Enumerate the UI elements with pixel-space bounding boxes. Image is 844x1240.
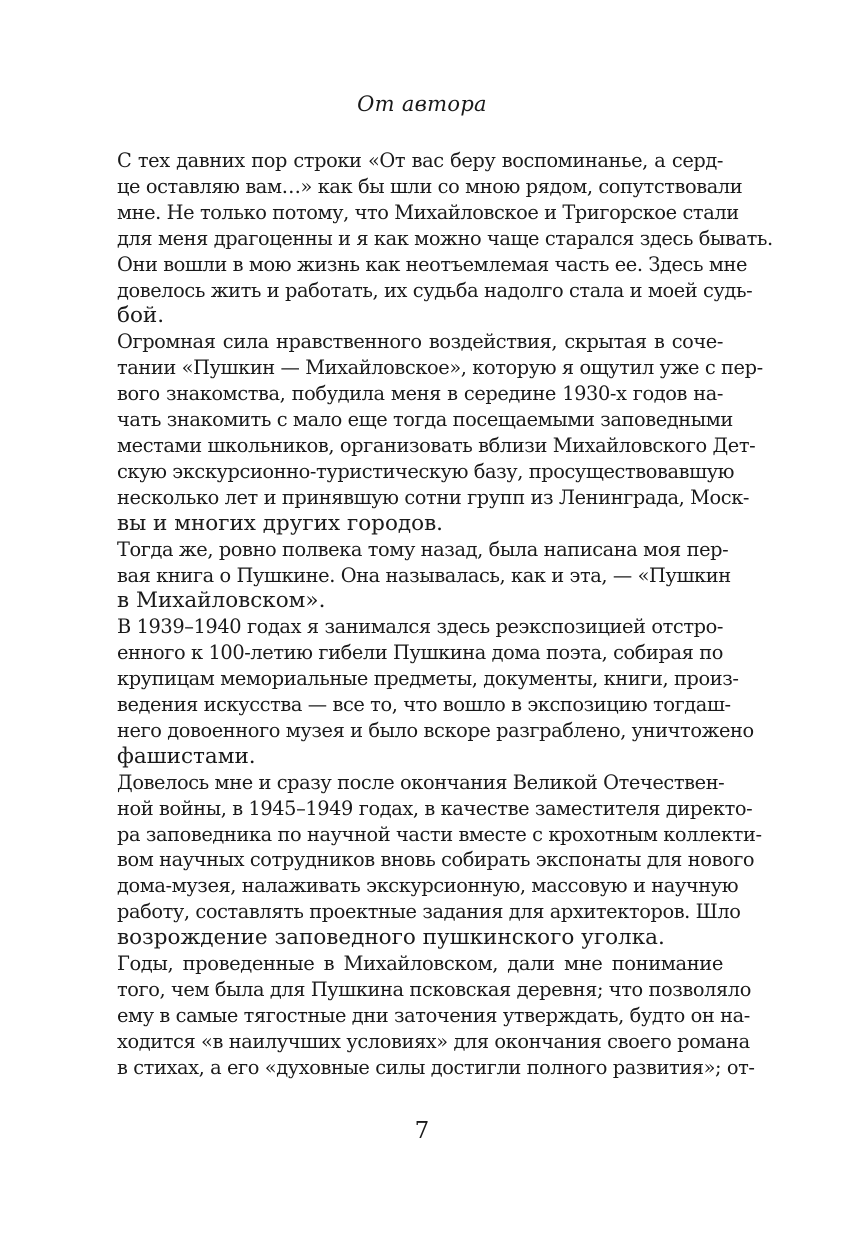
text-line: ходится «в наилучших условиях» для окончания своего романа [117, 1029, 750, 1053]
text-line: фашистами. [117, 743, 256, 769]
running-head: От автора [357, 92, 487, 116]
text-line: того, чем была для Пушкина псковская деревня; что позволяло [117, 978, 751, 1001]
text-line: в Михайловском». [117, 588, 326, 614]
text-line: ему в самые тягостные дни заточения утверждать, будто он на- [117, 1003, 750, 1027]
text-line: Они вошли в мою жизнь как неотъемлемая часть ее. Здесь мне [117, 252, 748, 276]
text-line: вая книга о Пушкине. Она называлась, как и эта, — «Пушкин [117, 563, 731, 587]
text-line: мне. Не только потому, что Михайловское и Тригорское стали [117, 200, 739, 224]
text-line: крупицам мемориальные предметы, документы, книги, произ- [117, 667, 739, 691]
text-line: дома-музея, налаживать экскурсионную, массовую и научную [117, 874, 739, 898]
text-line: ведения искусства — все то, что вошло в экспозицию тогдаш- [117, 693, 731, 717]
text-line: скую экскурсионно-туристическую базу, просуществовавшую [117, 459, 735, 483]
text-line: для меня драгоценны и я как можно чаще старался здесь бывать. [117, 226, 773, 250]
text-line: тании «Пушкин — Михайловское», которую я ощутил уже с пер- [117, 356, 763, 380]
page-number: 7 [414, 1118, 430, 1144]
text-line: Годы, проведенные в Михайловском, дали мне понимание [117, 952, 723, 976]
paragraph [117, 770, 762, 951]
text-line: в стихах, а его «духовные силы достигли полного развития»; от- [117, 1055, 755, 1079]
text-line: вы и многих других городов. [117, 510, 444, 536]
text-line: возрождение заповедного пушкинского уголка. [117, 925, 665, 951]
text-line: вом научных сотрудников вновь собирать экспонаты для нового [117, 848, 755, 872]
paragraph [117, 329, 763, 536]
text-line: енного к 100-летию гибели Пушкина дома поэта, собирая по [117, 641, 723, 665]
text-line: несколько лет и принявшую сотни групп из Ленинграда, Моск- [117, 485, 750, 509]
text-line: Довелось мне и сразу после окончания Великой Отечествен- [117, 770, 725, 794]
text-line: Огромная сила нравственного воздействия, скрытая в соче- [117, 330, 723, 354]
text-line: С тех давних пор строки «От вас беру воспоминанье, а серд- [117, 149, 723, 172]
text-line: Тогда же, ровно полвека тому назад, была написана моя пер- [117, 537, 729, 561]
text-line: ной войны, в 1945–1949 годах, в качестве заместителя директо- [117, 796, 753, 820]
text-line: чать знакомить с мало еще тогда посещаемыми заповедными [117, 408, 733, 432]
text-line: него довоенного музея и было вскоре разграблено, уничтожено [117, 718, 754, 742]
paragraph [117, 951, 755, 1081]
text-line: це оставляю вам…» как бы шли со мною рядом, сопутствовали [117, 174, 743, 198]
text-line: довелось жить и работать, их судьба надолго стала и моей судь- [117, 278, 753, 302]
body-text [117, 148, 773, 1081]
paragraph [117, 148, 773, 329]
text-line: В 1939–1940 годах я занимался здесь реэкспозицией отстро- [117, 615, 723, 639]
text-line: вого знакомства, побудила меня в середине 1930-х годов на- [117, 382, 723, 406]
text-line: бой. [117, 303, 165, 329]
text-line: ра заповедника по научной части вместе с крохотным коллекти- [117, 822, 762, 846]
paragraph [117, 614, 754, 769]
text-line: местами школьников, организовать вблизи Михайловского Дет- [117, 433, 756, 457]
text-line: работу, составлять проектные задания для архитекторов. Шло [117, 900, 741, 924]
paragraph [117, 537, 731, 615]
